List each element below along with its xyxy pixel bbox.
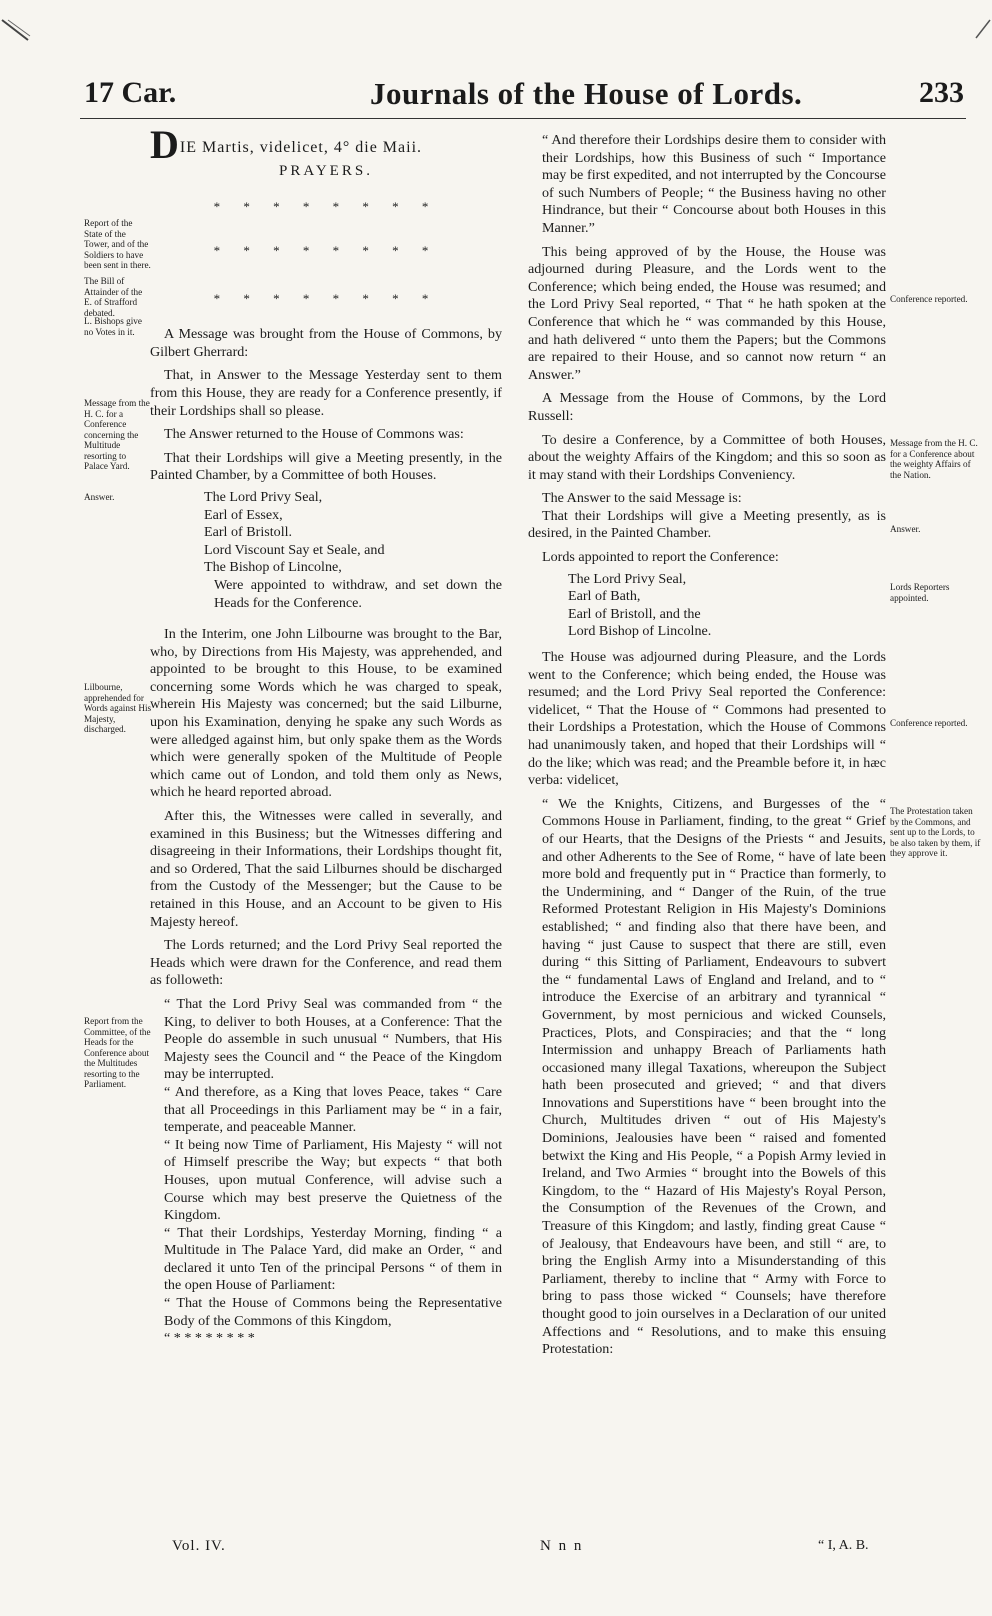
margin-note-right: Lords Reporters appointed.: [890, 582, 950, 603]
committee-member: Earl of Essex,: [204, 506, 283, 523]
header-title: Journals of the House of Lords.: [370, 76, 803, 111]
margin-note-right: Message from the H. C. for a Conference about the weighty Affairs of the Nation.: [890, 438, 978, 480]
protestation-preamble: “ We the Knights, Citizens, and Burgesses of the “ Commons House in Parliament, finding, to the great “ Grief of our Hearts, that the Designs of the Priests “ and Jesuits, and other Adherents to the See of Rome, “ have of late been more bold and frequently put in “ Practice than formerly, to the Undermining, and “ Danger of the Ruin, of the true Reformed Protestant Religion in His Majesty's Dominions established; “ and finding also that there have been, and having “ just Cause to suspect that there are still, even during “ this Sitting of Parliament, Endeavours to subvert the “ fundamental Laws of England and Ireland, and to “ introduce the Exercise of an arbitrary and tyrannical “ Government, by most pernicious and wicked Counsels, Practices, Plots, and Conspiracies; and that the “ long Intermission and unhappy Breach of Parliaments hath occasioned many illegal Taxations, whereupon the Subject hath been prosecuted and grieved; “ and that divers Innovations and Superstitions have “ been brought into the Church, Multitudes driven “ out of His Majesty's Dominions, Jealousies have been “ raised and fomented betwixt the King and His People, “ a Popish Army levied in Ireland, and Two Armies “ brought into the Bowels of this Kingdom, to the “ Hazard of His Majesty's Royal Person, the Consumption of the Revenues of the Crown, and Treasure of this Kingdom; and lastly, finding great Cause “ of Jealousy, that Endeavours have been, and still “ are, to bring the English Army into a Misunderstanding of this Parliament, thereby to incline that “ Army with Force to bring to pass those wicked “ Counsels; have therefore thought good to join ourselves in a Declaration of our united Affections and “ Resolutions, and to make this ensuing Protestation:: [542, 795, 886, 1358]
committee-list: [150, 489, 502, 612]
date-heading: [150, 122, 502, 167]
right-column: [528, 132, 886, 1365]
omission-stars: * * * * * * * *: [213, 199, 439, 215]
margin-note-right: Answer.: [890, 524, 921, 534]
reporter: Lord Bishop of Lincolne.: [568, 623, 712, 640]
header-regnal-year: 17 Car.: [84, 76, 177, 109]
margin-note-left: Message from the H. C. for a Conference concerning the Multitude resorting to Palace Yard.: [84, 398, 150, 471]
reporters-list: [528, 571, 886, 641]
committee-member: The Bishop of Lincolne,: [204, 559, 342, 576]
paragraph: The Lords returned; and the Lord Privy Seal reported the Heads which were drawn for the Conference, and read them as followeth:: [150, 937, 502, 989]
quoted-paragraph: “ It being now Time of Parliament, His Majesty “ will not of Himself prescribe the Way; but expects “ that both Houses, upon mutual Conference, will advise such a Course which may best preserve the Quietness of the Kingdom.: [164, 1136, 502, 1224]
committee-tail: Were appointed to withdraw, and set down the Heads for the Conference.: [214, 576, 502, 611]
paragraph: A Message from the House of Commons, by the Lord Russell:: [528, 390, 886, 424]
quoted-paragraph: “ And therefore their Lordships desire them to consider with their Lordships, how this Business of such “ Importance may be first expedited, and not interrupted by the Concourse of such Numbers of People; “ the Business having no other Hindrance, but their “ Concourse about both Houses in this Manner.”: [542, 132, 886, 236]
margin-note-right: The Protestation taken by the Commons, and sent up to the Lords, to be also taken by them, if they approve it.: [890, 806, 981, 858]
margin-note-left: The Bill of Attainder of the E. of Strafford debated.: [84, 276, 143, 318]
margin-note-left: Answer.: [84, 492, 115, 502]
margin-note-left: Lilbourne, apprehended for Words against His Majesty, discharged.: [84, 682, 152, 734]
header-page-number: 233: [919, 76, 964, 109]
margin-note-right: Conference reported.: [890, 294, 968, 304]
committee-member: Earl of Bristoll.: [204, 524, 293, 541]
date-text: IE Martis, videlicet, 4° die Maii.: [179, 139, 423, 156]
prayers-heading: PRAYERS.: [279, 162, 373, 179]
corner-scan-mark-right: [962, 18, 992, 48]
committee-member: The Lord Privy Seal,: [204, 488, 323, 505]
reporter: Earl of Bath,: [568, 588, 641, 605]
quoted-paragraph: “ And therefore, as a King that loves Peace, takes “ Care that all Proceedings in this Parliament may be “ in a fair, temperate, and peaceable Manner.: [164, 1083, 502, 1136]
reporter: Earl of Bristoll, and the: [568, 605, 701, 622]
margin-note-left: Report from the Committee, of the Heads for the Conference about the Multitudes resorting to the Parliament.: [84, 1016, 151, 1089]
catchword: “ I, A. B.: [818, 1538, 869, 1553]
paragraph: The House was adjourned during Pleasure, and the Lords went to the Conference; which being ended, the House was resumed; and the Lord Privy Seal reported the Conference: videlicet, “ That the House of “ Commons had presented to their Lordships a Protestation, which the House of Commons had unanimously taken, and hoped that their Lordships will “ do the like; which was read; and the Preamble before it, in hæc verba: videlicet,: [528, 649, 886, 789]
date-initial: D: [150, 122, 179, 167]
quoted-paragraph: “ That the House of Commons being the Representative Body of the Commons of this Kingdom,: [164, 1295, 502, 1329]
volume-number: Vol. IV.: [172, 1538, 226, 1554]
margin-note-right: Conference reported.: [890, 718, 968, 728]
paragraph: A Message was brought from the House of Commons, by Gilbert Gherrard:: [150, 326, 502, 360]
quoted-paragraph: “ That their Lordships, Yesterday Morning, finding “ a Multitude in The Palace Yard, did make an Order, “ and declared it unto Ten of the principal Persons “ of them in the open House of Parliament:: [164, 1224, 502, 1294]
paragraph: This being approved of by the House, the House was adjourned during Pleasure, and the Lords went to the Conference; which being ended, the House was resumed; and the Lord Privy Seal reported, “ That “ he hath spoken at the Conference that which he “ was commanded by this House, and hath delivered “ unto them the Papers; but the Commons are repaired to their House, and so cannot now return “ an Answer.”: [528, 243, 886, 383]
paragraph: That their Lordships will give a Meeting presently, in the Painted Chamber, by a Committee of both Houses.: [150, 449, 502, 484]
paragraph: In the Interim, one John Lilbourne was brought to the Bar, who, by Directions from His Majesty, was apprehended, and appointed to be brought to this House, to be examined concerning some Words which he was charged to speak, wherein His Majesty was concerned; but the said Lilburne, upon his Examination, denying he spake any such Words as were alledged against him, but only spake them as the Words which were generally spoken of the Multitude of People which came out of London, and told them only as News, which he heard reported abroad.: [150, 626, 502, 801]
omission-stars: * * * * * * * *: [213, 291, 439, 307]
omission-stars: * * * * * * * *: [213, 243, 439, 259]
paragraph: That, in Answer to the Message Yesterday sent to them from this House, they are ready for a Conference presently, if their Lordships shall so please.: [150, 367, 502, 419]
paragraph: Lords appointed to report the Conference:: [542, 549, 779, 566]
signature-mark: N n n: [540, 1538, 584, 1554]
left-column: [150, 122, 502, 1348]
header-rule: [80, 118, 966, 119]
paragraph: That their Lordships will give a Meeting presently, as is desired, in the Painted Chamber.: [528, 507, 886, 542]
paragraph: The Answer returned to the House of Commons was:: [164, 426, 464, 443]
quoted-paragraph: “ That the Lord Privy Seal was commanded from “ the King, to deliver to both Houses, at a Conference: That the People do assemble in such unusual “ Numbers, that His Majesty sees the Council and “ the Peace of the Kingdom may be interrupted.: [164, 995, 502, 1083]
reporter: The Lord Privy Seal,: [568, 570, 687, 587]
margin-note-left: L. Bishops give no Votes in it.: [84, 316, 142, 337]
paragraph: After this, the Witnesses were called in severally, and examined in this Business; but the Witnesses differing and disagreeing in their Informations, their Lordships thought fit, and so Ordered, That the said Lilburnes should be discharged from the Custody of the Messenger; but the Cause to be retained in this House, and an Account to be given to His Majesty hereof.: [150, 808, 502, 930]
margin-note-left: Report of the State of the Tower, and of the Soldiers to have been sent in there.: [84, 218, 151, 270]
paragraph: To desire a Conference, by a Committee of both Houses, about the weighty Affairs of the Kingdom; and this so soon as it may stand with their Lordships Conveniency.: [528, 431, 886, 483]
corner-scan-mark-left: [0, 18, 40, 48]
committee-member: Lord Viscount Say et Seale, and: [204, 541, 385, 558]
quoted-stars: “ * * * * * * * *: [164, 1330, 255, 1347]
paragraph: The Answer to the said Message is:: [542, 490, 742, 507]
